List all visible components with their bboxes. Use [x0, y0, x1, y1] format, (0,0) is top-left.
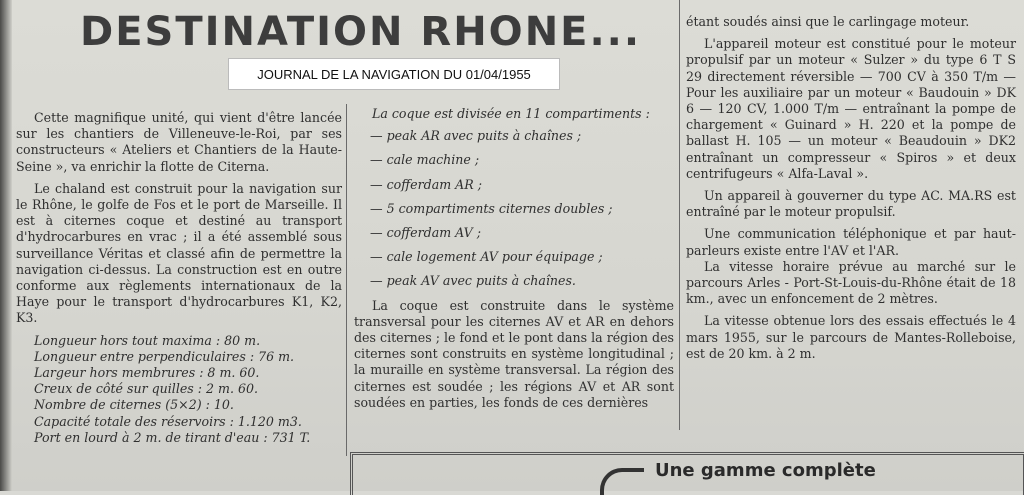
- col2-intro: La coque est divisée en 11 compartiments :: [372, 106, 650, 121]
- col3-paragraph-3: Une communication téléphonique et par haut-parleurs existe entre l'AV et l'AR.: [686, 226, 1016, 258]
- compartment-item: — peak AV avec puits à chaînes.: [370, 273, 576, 289]
- spec-line: Creux de côté sur quilles : 2 m. 60.: [34, 381, 259, 397]
- col3-paragraph-0: étant soudés ainsi que le carlingage moteur.: [686, 14, 970, 29]
- spec-line: Longueur entre perpendiculaires : 76 m.: [34, 348, 295, 364]
- article-column-1: [16, 110, 342, 446]
- spec-line: Longueur hors tout maxima : 80 m.: [34, 332, 261, 348]
- col3-paragraph-4: La vitesse horaire prévue au marché sur le parcours Arles - Port-St-Louis-du-Rhône était de 18 km., avec un enfoncement de 2 mètres.: [686, 258, 1016, 307]
- column-divider-1: [346, 104, 347, 456]
- column-divider-2: [679, 0, 680, 430]
- spec-line: Largeur hors membrures : 8 m. 60.: [34, 365, 260, 381]
- col2-paragraph-2: La coque est construite dans le système transversal pour les citernes AV et AR en dehors des citernes ; le fond et le pont dans la région des citernes sont construits en système longitudinal ; la muraille en système transversal. La région des citernes est soudée ; les régions AV et AR sont soudées en parties, les fonds de ces dernières: [354, 297, 674, 410]
- compartment-item: — cofferdam AV ;: [370, 225, 481, 241]
- spec-line: Port en lourd à 2 m. de tirant d'eau : 731 T.: [34, 429, 311, 445]
- article-headline: DESTINATION RHONE...: [80, 9, 642, 55]
- source-caption: JOURNAL DE LA NAVIGATION DU 01/04/1955: [257, 66, 531, 82]
- source-caption-box: [228, 58, 560, 90]
- article-column-2: [354, 106, 674, 411]
- col1-paragraph-1: Cette magnifique unité, qui vient d'être lancée sur les chantiers de Villeneuve-le-Roi, par ses constructeurs « Ateliers et Chantiers de la Haute-Seine », va enrichir la flotte de Citerna.: [16, 110, 342, 174]
- col3-paragraph-1: L'appareil moteur est constitué pour le moteur propulsif par un moteur « Sulzer » du type 6 T S 29 directement réversible — 700 CV à 350 T/m — Pour les auxiliaire par un moteur « Baudouin » DK 6 — 120 CV, 1.000 T/m — entraînant la pompe de chargement « Guinard » H. 220 et la pompe de ballast H. 105 — un moteur « Beaudouin » DK2 entraînant un compresseur « Spiros » et deux centrifugeurs « Alfa-Laval ».: [686, 36, 1016, 181]
- col1-paragraph-2: Le chaland est construit pour la navigation sur le Rhône, le golfe de Fos et le port de Marseille. Il est à citernes coque et destiné au transport d'hydrocarbures en vrac ; il a été assemblé sous surveillance Véritas et classé afin de permettre la navigation ci-dessus. La construction est en outre conforme aux règlements internationaux de la Haye pour le transport d'hydrocarbures K1, K2, K3.: [16, 180, 342, 326]
- compartment-item: — cale logement AV pour équipage ;: [370, 249, 603, 265]
- compartment-item: — 5 compartiments citernes doubles ;: [370, 200, 613, 216]
- article-column-3: [686, 14, 1016, 362]
- compartment-item: — cale machine ;: [370, 152, 480, 168]
- page-binding-edge: [0, 0, 12, 491]
- compartment-item: — peak AR avec puits à chaînes ;: [370, 128, 582, 144]
- col3-paragraph-5: La vitesse obtenue lors des essais effectués le 4 mars 1955, sur le parcours de Mantes-Rolleboise, est de 20 km. à 2 m.: [686, 313, 1016, 361]
- advertisement-title: Une gamme complète: [655, 460, 876, 481]
- col3-paragraph-2: Un appareil à gouverner du type AC. MA.RS est entraîné par le moteur propulsif.: [686, 188, 1016, 220]
- compartment-item: — cofferdam AR ;: [370, 176, 482, 192]
- spec-line: Capacité totale des réservoirs : 1.120 m3.: [34, 413, 302, 429]
- spec-line: Nombre de citernes (5×2) : 10.: [34, 397, 234, 413]
